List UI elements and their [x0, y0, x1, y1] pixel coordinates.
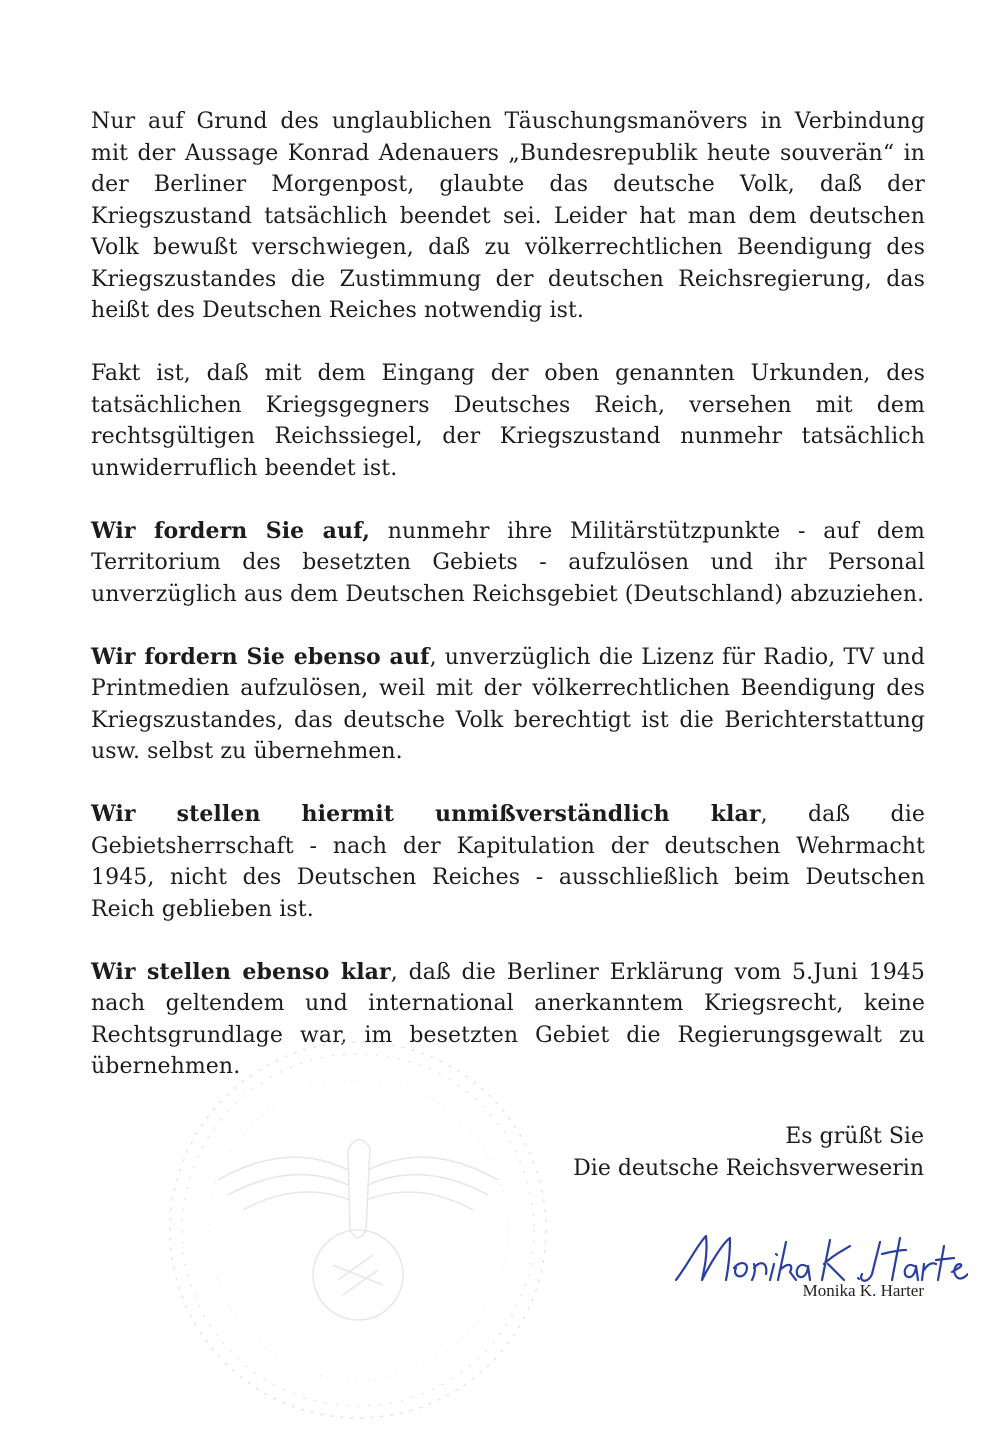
- paragraph-1: [91, 106, 925, 327]
- paragraph-5-text: , daß die Gebietsherrschaft - nach der Kapitulation der deutschen Wehrmacht 1945, nicht des Deutschen Reiches - ausschließlich beim Deutschen Reich geblieben ist.: [91, 802, 925, 922]
- eagle-emblem-icon: [158, 1030, 558, 1430]
- paragraph-4: [91, 642, 925, 768]
- paragraph-1-text: Nur auf Grund des unglaublichen Täuschungsmanövers in Verbindung mit der Aussage Konrad Adenauers „Bundesrepublik heute souverän“ in der Berliner Morgenpost, glaubte das deutsche Volk, daß der Kriegszustand tatsächlich beendet sei. Leider hat man dem deutschen Volk bewußt verschwiegen, daß zu völkerrechtlichen Beendigung des Kriegszustandes die Zustimmung der deutschen Reichsregierung, das heißt des Deutschen Reiches notwendig ist.: [91, 109, 925, 323]
- paragraph-2-text: Fakt ist, daß mit dem Eingang der oben genannten Urkunden, des tatsächlichen Kriegsgegners Deutsches Reich, versehen mit dem rechtsgültigen Reichssiegel, der Kriegszustand nunmehr tatsächlich unwiderruflich beendet ist.: [91, 361, 925, 481]
- printed-signer-name: Monika K. Harter: [802, 1281, 924, 1300]
- closing-greeting: Es grüßt Sie: [785, 1124, 924, 1149]
- paragraph-6-text: , daß die Berliner Erklärung vom 5.Juni 1945 nach geltendem und international anerkanntem Kriegsrecht, keine Rechtsgrundlage war, im besetzten Gebiet die Regierungsgewalt zu übernehmen.: [91, 959, 925, 1079]
- paragraph-4-lead: Wir fordern Sie ebenso auf: [91, 643, 430, 670]
- closing-block: [573, 1121, 924, 1184]
- letter-body: [91, 106, 925, 1114]
- paragraph-5: [91, 799, 925, 925]
- paragraph-6-lead: Wir stellen ebenso klar: [91, 958, 391, 985]
- paragraph-4-text: , unverzüglich die Lizenz für Radio, TV und Printmedien aufzulösen, weil mit der völkerrechtlichen Beendigung des Kriegszustandes, das deutsche Volk berechtigt ist die Berichterstattung usw. selbst zu übernehmen.: [91, 644, 925, 764]
- handwritten-signature: [668, 1224, 968, 1288]
- paragraph-3-lead: Wir fordern Sie auf,: [91, 517, 370, 544]
- paragraph-5-lead: Wir stellen hiermit unmißverständlich klar: [91, 801, 761, 827]
- closing-role: Die deutsche Reichsverweserin: [573, 1155, 924, 1181]
- paragraph-3-text: nunmehr ihre Militärstützpunkte - auf dem Territorium des besetzten Gebiets - aufzulösen und ihr Personal unverzüglich aus dem Deutschen Reichsgebiet (Deutschland) abzuziehen.: [91, 518, 925, 607]
- paragraph-3: [91, 516, 925, 611]
- paragraph-2: [91, 358, 925, 484]
